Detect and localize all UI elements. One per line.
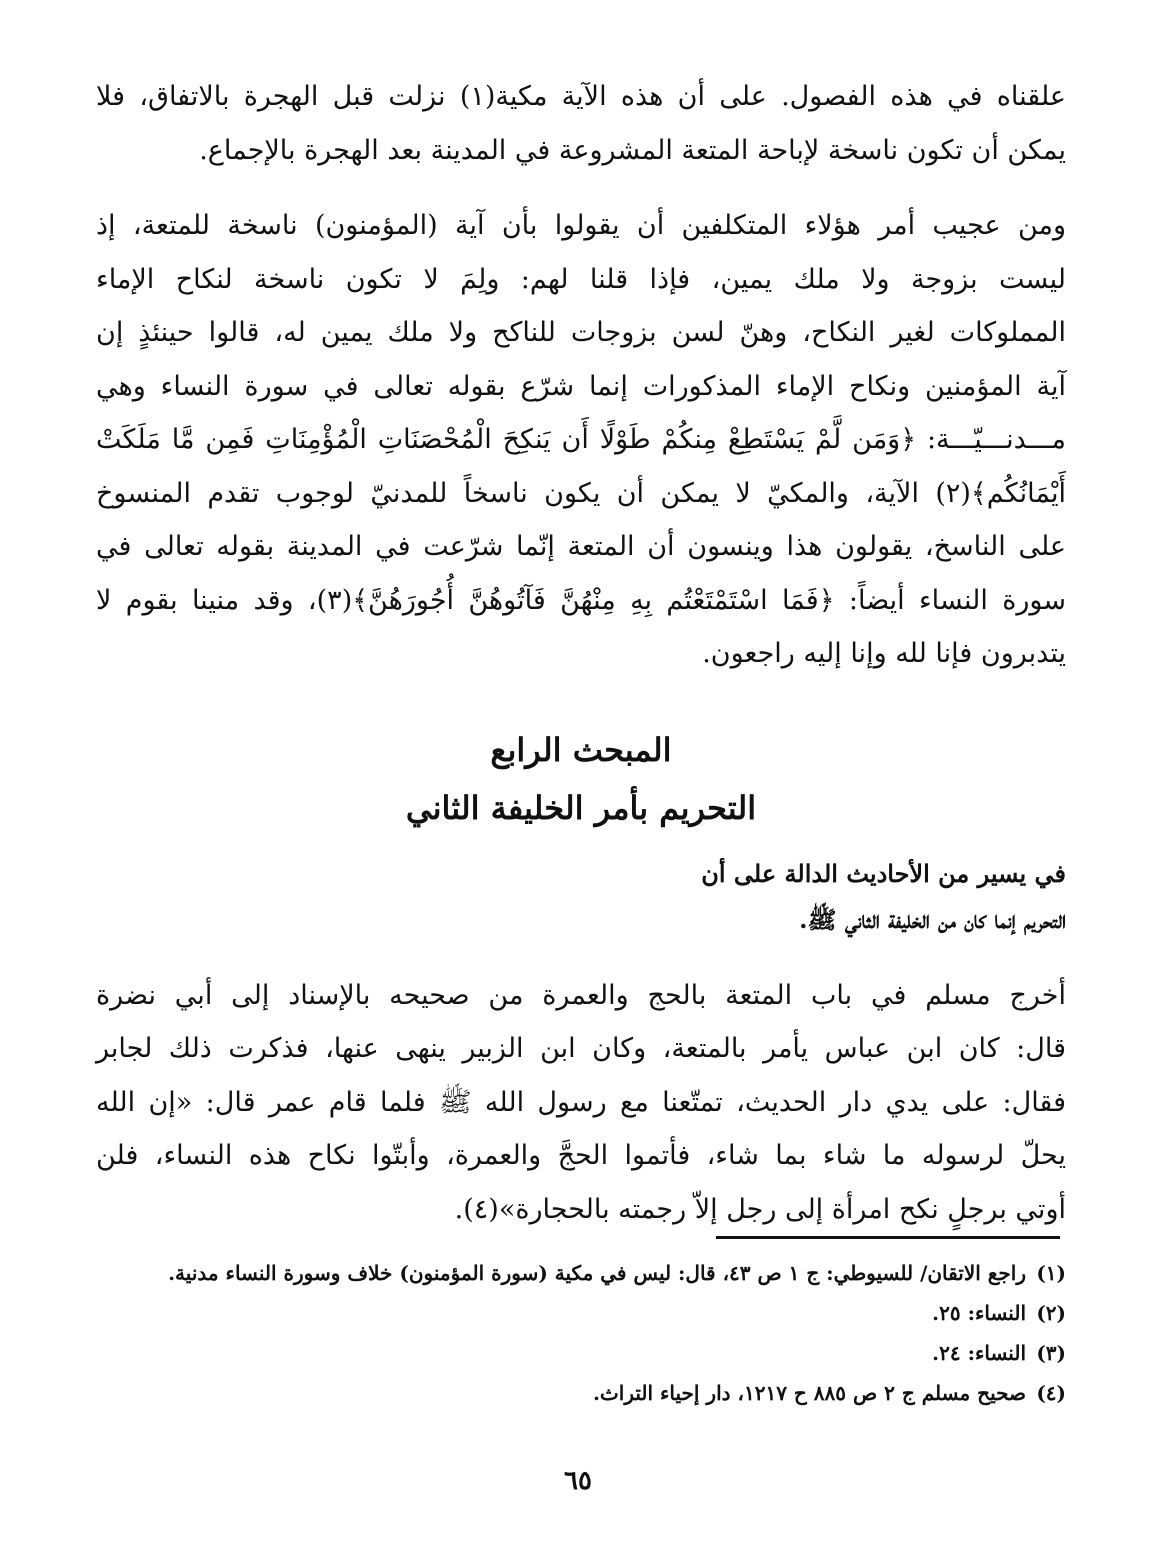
footnote-text: راجع الاتقان/ للسيوطي: ج ١ ص ٤٣، قال: ليس في مكية (سورة المؤمنون) خلاف وسورة النساء مدنية.: [168, 1261, 1026, 1285]
paragraph-1-line: يمكن أن تكون ناسخة لإباحة المتعة المشروعة في المدينة بعد الهجرة بالإجماع.: [199, 134, 1066, 166]
paragraph-3-line: قال: كان ابن عباس يأمر بالمتعة، وكان ابن الزبير ينهى عنها، فذكرت ذلك لجابر: [96, 1033, 1066, 1064]
footnote: [96, 1256, 1066, 1290]
section-heading: [96, 721, 1066, 837]
footnote-number: (٢): [1036, 1301, 1066, 1325]
paragraph-3-line: أوتي برجلٍ نكح امرأة إلى رجل إلاّ رجمته بالحجارة»(٤).: [454, 1193, 1066, 1225]
paragraph-3-line: يحلّ لرسوله ما شاء بما شاء، فأتموا الحجَّ والعمرة، وأبتّوا نكاح هذه النساء، فلن: [96, 1140, 1066, 1171]
paragraph-2-line: أَيْمَانُكُم﴾(٢) الآية، والمكيّ لا يمكن أن يكون ناسخاً للمدنيّ لوجوب تقدم المنسوخ: [96, 477, 1066, 509]
page-body: [96, 70, 1066, 1236]
paragraph-2-line: المملوكات لغير النكاح، وهنّ لسن بزوجات للناكح ولا ملك يمين له، قالوا حينئذٍ إن: [96, 317, 1066, 348]
paragraph-3-line: فقال: على يدي دار الحديث، تمتّعنا مع رسول الله ﷺ فلما قام عمر قال: «إن الله: [96, 1086, 1066, 1118]
paragraph-2-line: مـــدنـــيّـــة: ﴿وَمَن لَّمْ يَسْتَطِعْ مِنكُمْ طَوْلًا أَن يَنكِحَ الْمُحْصَنَاتِ الْمُؤْمِنَاتِ فَمِن مَّا مَلَكَتْ: [96, 424, 1066, 455]
paragraph-1-line: علقناه في هذه الفصول. على أن هذه الآية مكية(١) نزلت قبل الهجرة بالاتفاق، فلا: [96, 81, 1066, 112]
paragraph-3: [96, 969, 1066, 1237]
footnote: [96, 1296, 1066, 1330]
paragraph-2-line: على الناسخ، يقولون هذا وينسون أن المتعة إنّما شرّعت في المدينة بقوله تعالى في: [96, 531, 1066, 562]
footnote-divider: [716, 1236, 1060, 1239]
footnote-text: صحيح مسلم ج ٢ ص ٨٨٥ ح ١٢١٧، دار إحياء التراث.: [592, 1381, 1026, 1405]
footnote: [96, 1336, 1066, 1370]
footnote-text: النساء: ٢٤.: [932, 1341, 1026, 1365]
footnotes: [96, 1256, 1066, 1416]
paragraph-2-line: ومن عجيب أمر هؤلاء المتكلفين أن يقولوا بأن آية (المؤمنون) ناسخة للمتعة، إذ: [96, 210, 1066, 241]
footnote-number: (١): [1036, 1261, 1066, 1285]
footnote-number: (٣): [1036, 1341, 1066, 1365]
paragraph-2-line: آية المؤمنين ونكاح الإماء المذكورات إنما شرّع بقوله تعالى في سورة النساء وهي: [96, 370, 1066, 402]
subheading-line: التحريم إنما كان من الخليفة الثاني ﷺ.: [799, 904, 1066, 934]
footnote-number: (٤): [1036, 1381, 1066, 1405]
footnote: [96, 1376, 1066, 1410]
paragraph-2-line: يتدبرون فإنا لله وإنا إليه راجعون.: [702, 638, 1066, 669]
paragraph-2: [96, 199, 1066, 681]
page-number: ٦٥: [564, 1466, 592, 1496]
paragraph-2-line: ليست بزوجة ولا ملك يمين، فإذا قلنا لهم: ولِمَ لا تكون ناسخة لنكاح الإماء: [96, 263, 1066, 295]
paragraph-3-line: أخرج مسلم في باب المتعة بالحج والعمرة من صحيحه بالإسناد إلى أبي نضرة: [96, 979, 1066, 1011]
paragraph-1: [96, 70, 1066, 177]
section-subtitle: التحريم بأمر الخليفة الثاني: [405, 788, 757, 827]
footnote-text: النساء: ٢٥.: [932, 1301, 1026, 1325]
subheading-line: في يسير من الأحاديث الدالة على أن: [701, 858, 1066, 888]
section-title: المبحث الرابع: [490, 730, 672, 769]
paragraph-2-line: سورة النساء أيضاً: ﴿فَمَا اسْتَمْتَعْتُم بِهِ مِنْهُنَّ فَآتُوهُنَّ أُجُورَهُنَّ﴾(٣)، وقد منينا بقوم لا: [96, 584, 1066, 616]
subheading: [606, 851, 1066, 943]
